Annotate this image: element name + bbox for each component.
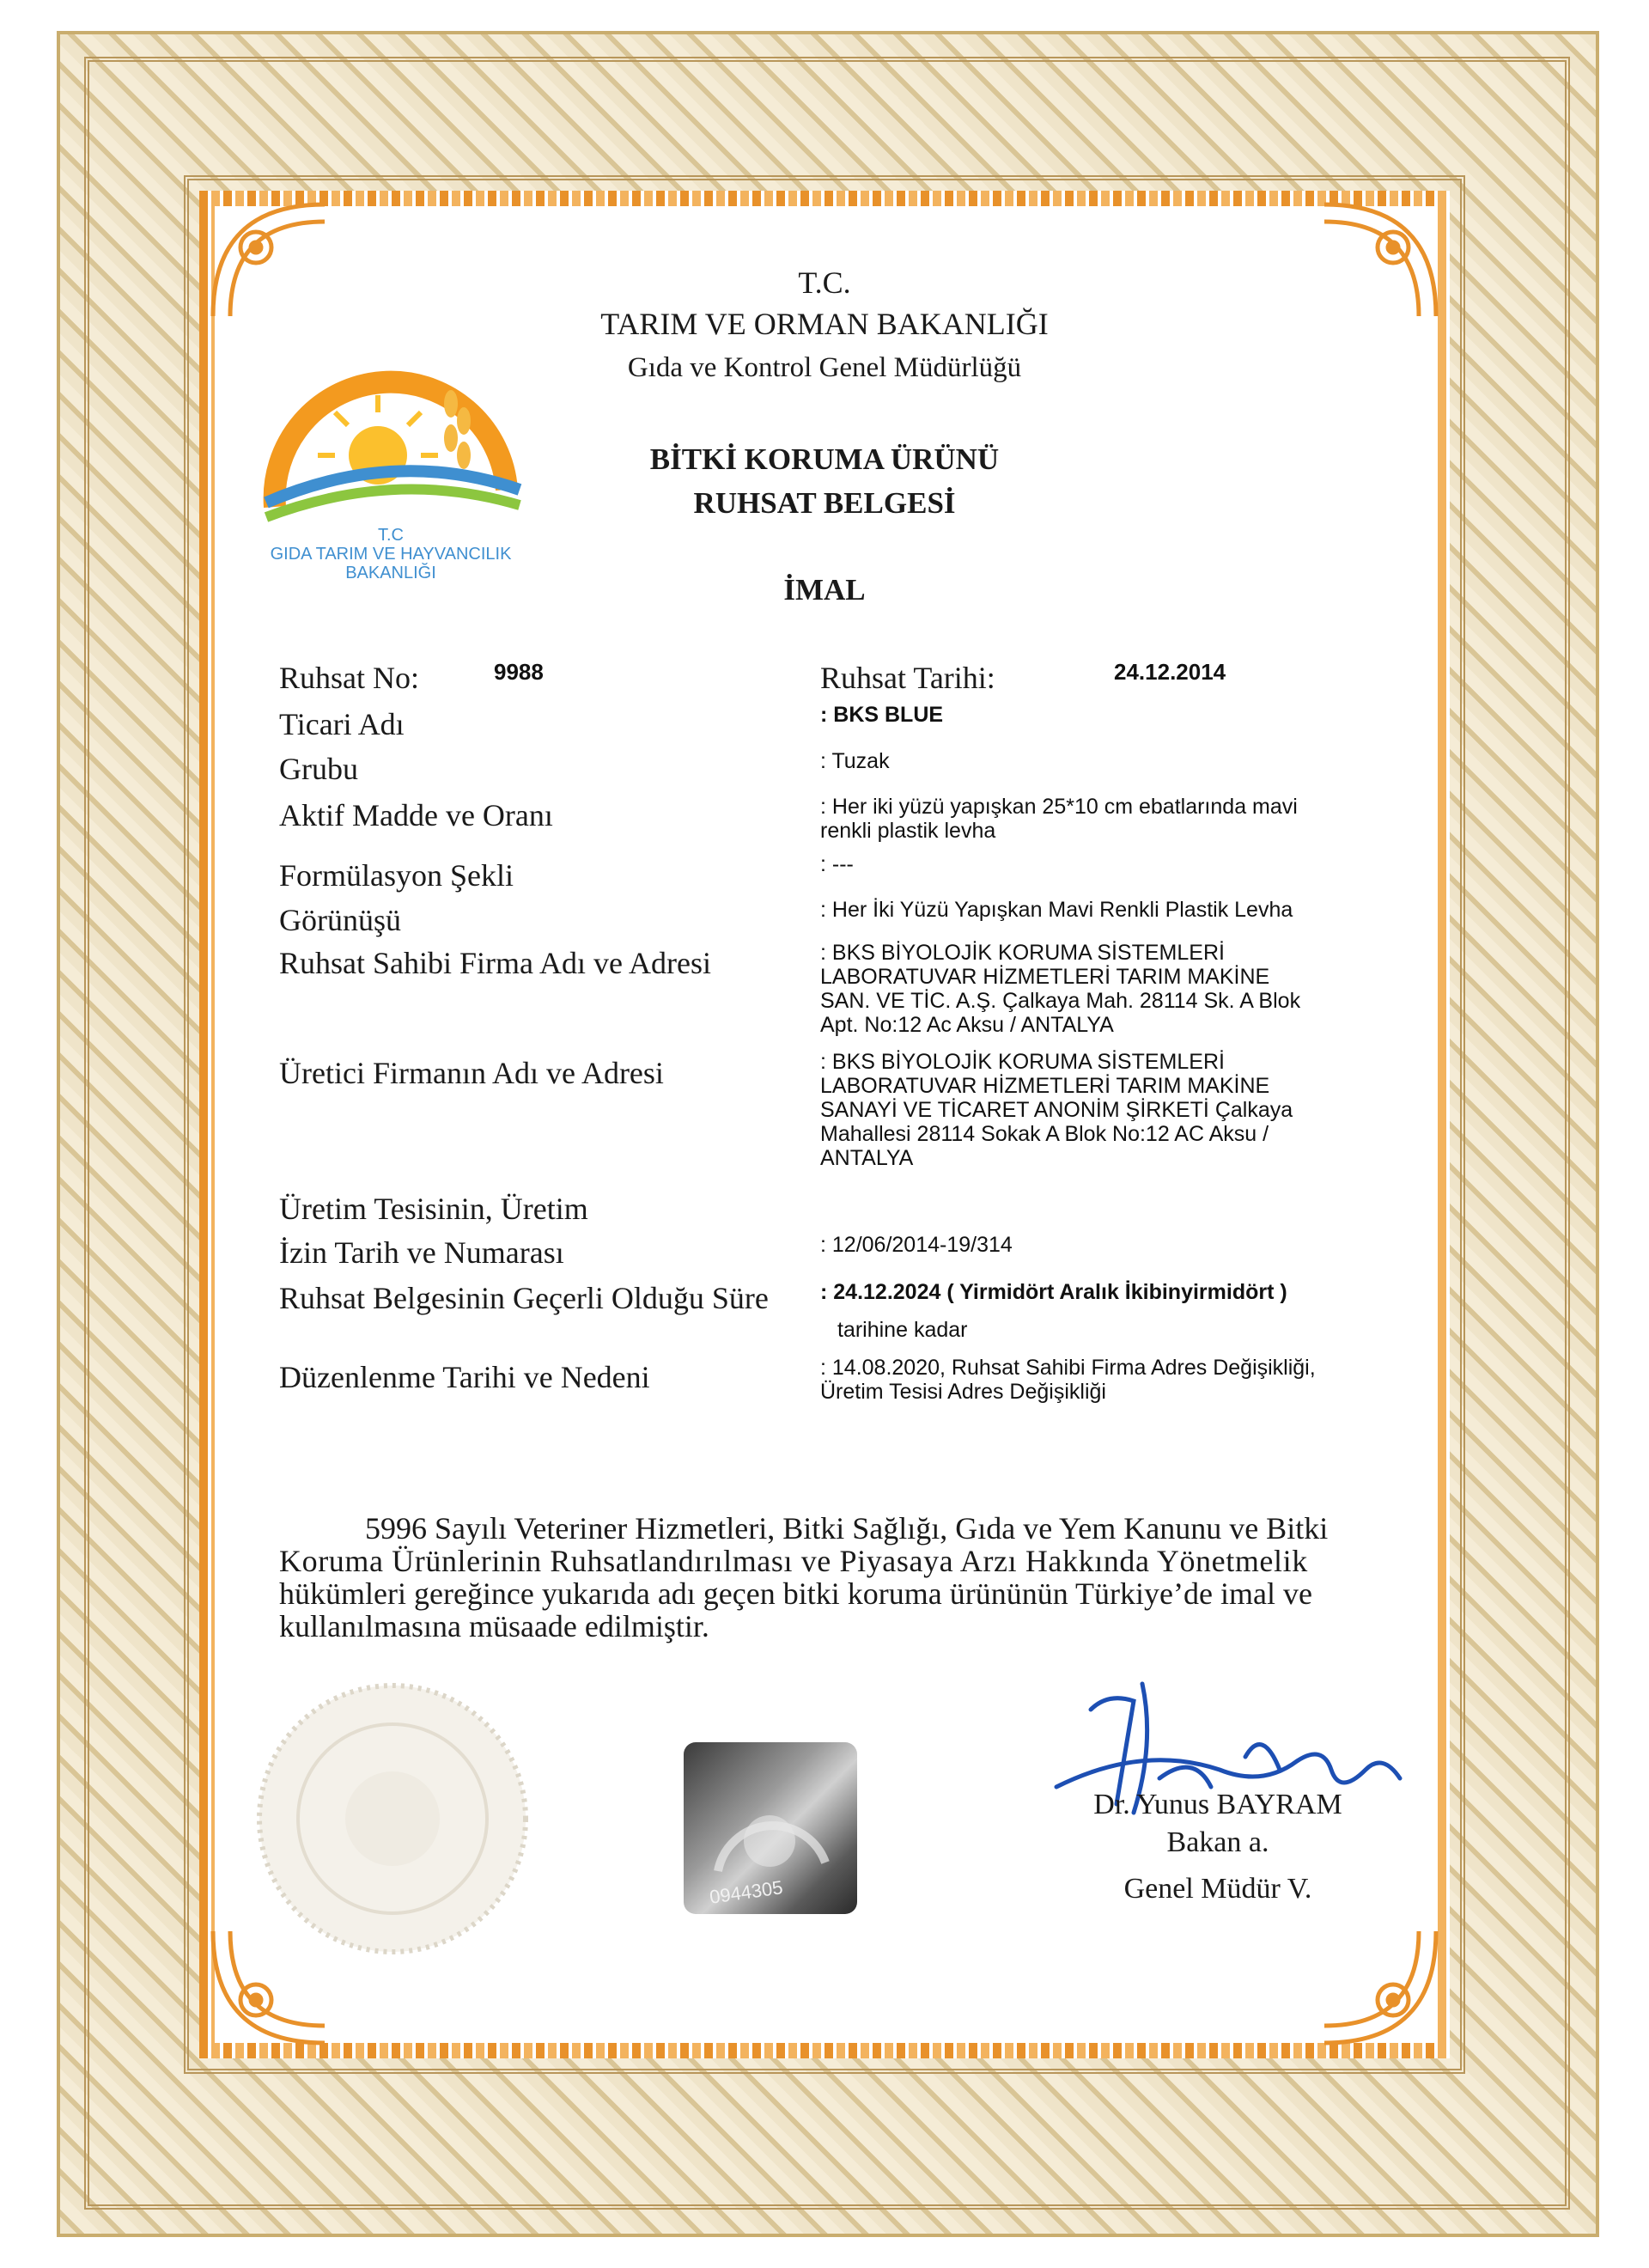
signatory-name: Dr. Yunus BAYRAM	[1093, 1789, 1342, 1820]
appearance-value: : Her İki Yüzü Yapışkan Mavi Renkli Plastik Levha	[820, 898, 1293, 922]
document-title-line-2: RUHSAT BELGESİ	[693, 486, 956, 520]
formulation-value: : ---	[820, 852, 854, 876]
license-no-label: Ruhsat No:	[279, 661, 420, 695]
group-value: : Tuzak	[820, 749, 890, 773]
signatory-role-1: Bakan a.	[1166, 1826, 1269, 1858]
validity-suffix: tarihine kadar	[837, 1318, 968, 1342]
statement-line-4: kullanılmasına müsaade edilmiştir.	[279, 1609, 709, 1643]
logo-line-3: BAKANLIĞI	[345, 564, 436, 582]
document-title-line-1: BİTKİ KORUMA ÜRÜNÜ	[649, 442, 1000, 476]
statement-line-2: Koruma Ürünlerinin Ruhsatlandırılması ve Piyasaya Arzı Hakkında Yönetmelik	[279, 1544, 1308, 1578]
active-substance-label: Aktif Madde ve Oranı	[279, 798, 553, 832]
active-substance-value: : Her iki yüzü yapışkan 25*10 cm ebatlarında mavi renkli plastik levha	[820, 795, 1298, 843]
header-tc: T.C.	[798, 265, 851, 300]
corner-ornament-bottom-right	[1316, 1923, 1445, 2052]
statement-line-3: hükümleri gereğince yukarıda adı geçen bitki koruma ürününün Türkiye’de imal ve	[279, 1576, 1312, 1611]
trade-name-label: Ticari Adı	[279, 707, 405, 741]
issue-label: Düzenlenme Tarihi ve Nedeni	[279, 1360, 650, 1394]
appearance-label: Görünüşü	[279, 903, 401, 937]
license-date-value: 24.12.2014	[1114, 659, 1226, 685]
license-date-label: Ruhsat Tarihi:	[820, 661, 995, 695]
validity-value: : 24.12.2024 ( Yirmidört Aralık İkibinyirmidört )	[820, 1280, 1287, 1304]
license-holder-value: : BKS BİYOLOJİK KORUMA SİSTEMLERİ LABORATUVAR HİZMETLERİ TARIM MAKİNE SAN. VE TİC. A.Ş. Çalkaya Mah. 28114 Sk. A Blok Apt. No:12 Ac Aksu / ANTALYA	[820, 941, 1301, 1037]
document-type: İMAL	[783, 573, 866, 607]
signatory-role-2: Genel Müdür V.	[1123, 1873, 1312, 1905]
validity-label: Ruhsat Belgesinin Geçerli Olduğu Süre	[279, 1281, 769, 1315]
manufacturer-label: Üretici Firmanın Adı ve Adresi	[279, 1056, 664, 1090]
manufacturer-value: : BKS BİYOLOJİK KORUMA SİSTEMLERİ LABORATUVAR HİZMETLERİ TARIM MAKİNE SANAYİ VE TİCARET ANONİM ŞİRKETİ Çalkaya Mahallesi 28114 Sokak A Blok No:12 AC Aksu / ANTALYA	[820, 1050, 1293, 1170]
facility-value: : 12/06/2014-19/314	[820, 1233, 1013, 1257]
formulation-label: Formülasyon Şekli	[279, 858, 514, 893]
embossed-seal-icon	[251, 1677, 534, 1960]
facility-label-line-2: İzin Tarih ve Numarası	[279, 1235, 564, 1270]
facility-label-line-1: Üretim Tesisinin, Üretim	[279, 1192, 588, 1226]
logo-line-1: T.C	[378, 526, 404, 545]
logo-line-2: GIDA TARIM VE HAYVANCILIK	[270, 545, 512, 564]
group-label: Grubu	[279, 752, 358, 786]
license-holder-label: Ruhsat Sahibi Firma Adı ve Adresi	[279, 946, 711, 980]
issue-value: : 14.08.2020, Ruhsat Sahibi Firma Adres Değişikliği, Üretim Tesisi Adres Değişikliği	[820, 1356, 1316, 1404]
license-no-value: 9988	[494, 659, 544, 685]
header-ministry: TARIM VE ORMAN BAKANLIĞI	[600, 307, 1049, 341]
trade-name-value: : BKS BLUE	[820, 703, 944, 727]
hologram-serial: 0944305	[708, 1876, 784, 1908]
header-directorate: Gıda ve Kontrol Genel Müdürlüğü	[627, 352, 1022, 383]
hologram-sticker	[684, 1742, 857, 1914]
statement-line-1: 5996 Sayılı Veteriner Hizmetleri, Bitki Sağlığı, Gıda ve Yem Kanunu ve Bitki	[365, 1511, 1329, 1546]
